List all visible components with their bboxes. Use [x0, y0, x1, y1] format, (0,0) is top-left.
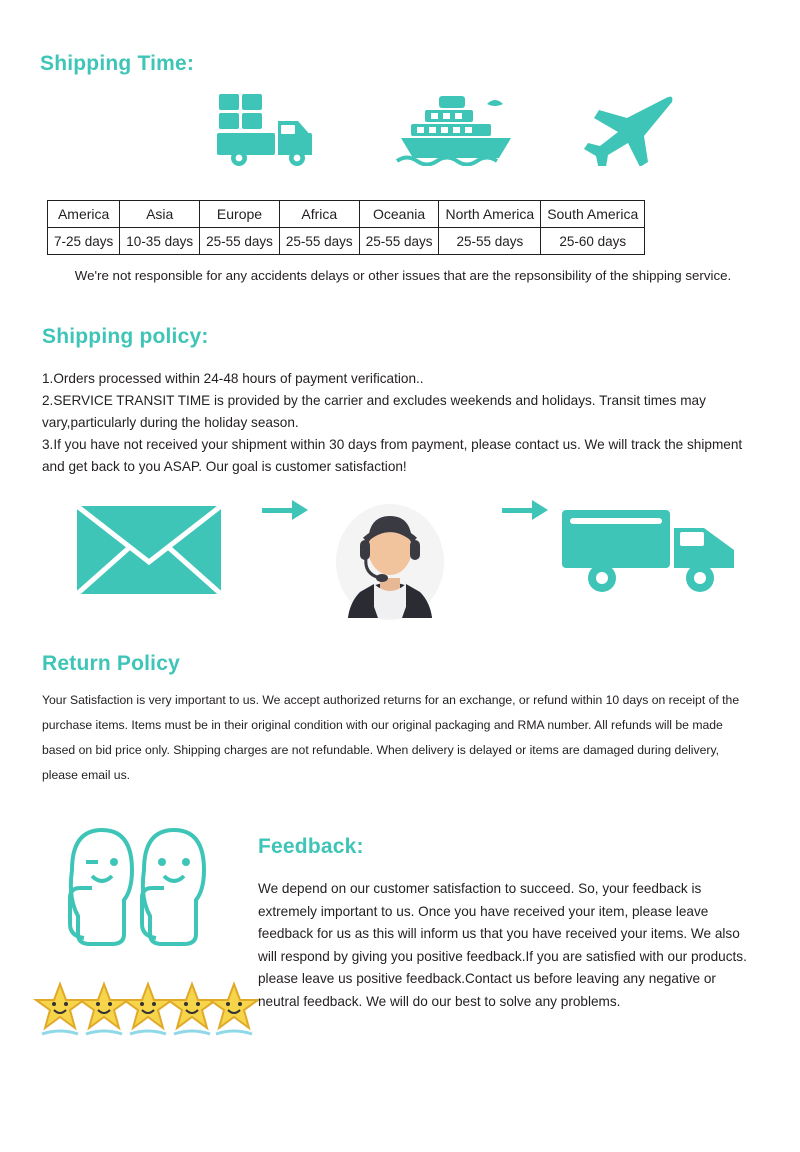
table-header-cell: South America: [541, 201, 645, 228]
table-cell: 25-60 days: [541, 228, 645, 255]
table-row-headers: [48, 201, 645, 228]
table-header-cell: North America: [439, 201, 541, 228]
shipping-disclaimer-text: We're not responsible for any accidents delays or other issues that are the repsonsibility of the shipping service.: [74, 268, 732, 283]
ship-icon: [395, 88, 520, 171]
shipping-time-icon-row: [40, 88, 760, 168]
policy-line: 3.If you have not received your shipment within 30 days from payment, please contact us. We will track the shipment and get back to you ASAP. Our goal is customer satisfaction!: [42, 437, 743, 474]
shipping-time-heading: Shipping Time:: [40, 52, 195, 75]
truck-icon: [215, 88, 325, 171]
table-cell: 10-35 days: [120, 228, 200, 255]
return-policy-text: Your Satisfaction is very important to us. We accept authorized returns for an exchange, or refund within 10 days on receipt of the purchase items. Items must be in their original condition with our original packaging and RMA number. All refunds will be made based on bid price only. Shipping charges are not refundable. When delivery is delayed or items are damaged during delivery, please email us.: [42, 693, 740, 782]
arrow-right-icon: [262, 500, 310, 522]
shipping-time-table: [47, 200, 645, 255]
table-header-cell: America: [48, 201, 120, 228]
table-cell: 25-55 days: [279, 228, 359, 255]
two-thumbs-up-icon: [58, 818, 218, 963]
shipping-policy-list: [42, 368, 754, 478]
shipping-policy-heading: Shipping policy:: [42, 325, 209, 348]
policy-line: 1.Orders processed within 24-48 hours of payment verification..: [42, 371, 424, 386]
table-row-values: [48, 228, 645, 255]
star-rating: [30, 980, 260, 1047]
support-agent-icon: [330, 500, 450, 627]
policy-line: 2.SERVICE TRANSIT TIME is provided by the carrier and excludes weekends and holidays. Transit times may vary,particularly during the holiday season.: [42, 393, 706, 430]
table-cell: 7-25 days: [48, 228, 120, 255]
table-header-cell: Asia: [120, 201, 200, 228]
feedback-heading: Feedback:: [258, 835, 364, 858]
table-cell: 25-55 days: [359, 228, 439, 255]
table-header-cell: Oceania: [359, 201, 439, 228]
table-header-cell: Europe: [200, 201, 280, 228]
arrow-right-icon: [502, 500, 550, 522]
table-header-cell: Africa: [279, 201, 359, 228]
table-cell: 25-55 days: [439, 228, 541, 255]
plane-icon: [570, 88, 675, 171]
table-cell: 25-55 days: [200, 228, 280, 255]
order-flow-icon-row: [40, 500, 760, 625]
envelope-icon: [75, 500, 223, 603]
return-policy-heading: Return Policy: [42, 652, 180, 675]
delivery-truck-icon: [560, 500, 738, 605]
feedback-text: We depend on our customer satisfaction to succeed. So, your feedback is extremely important to us. Once you have received your item, please leave feedback for us as this will inform us that you have received your items. We also will respond by giving you positive feedback.If you are satisfied with our products. please leave us positive feedback.Contact us before leaving any negative or neutral feedback. We will do our best to solve any problems.: [258, 881, 747, 1009]
